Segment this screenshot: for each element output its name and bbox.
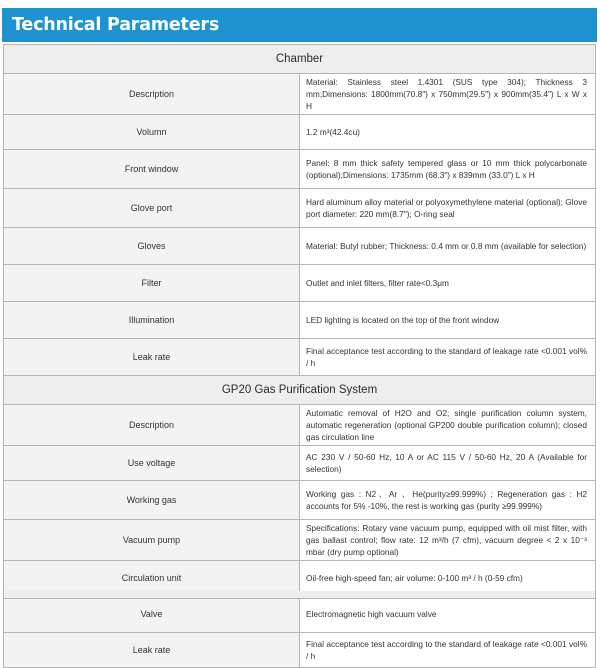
row-label: Gloves: [4, 228, 300, 265]
table-row: [4, 339, 596, 376]
row-value: Working gas : N2、Ar 、He(purity≥99.999%) ; Regeneration gas : H2 accounts for 5% -10%, the rest is working gas (purity ≥99.999%): [300, 481, 596, 520]
row-label: Filter: [4, 265, 300, 302]
table-row: [4, 228, 596, 265]
row-label: Description: [4, 74, 300, 115]
row-value: Automatic removal of H2O and O2; single purification column system, automatic regeneration (optional GP200 double purification column); closed gas circulation line: [300, 405, 596, 446]
row-label: Illumination: [4, 302, 300, 339]
section-header-chamber: [4, 45, 596, 74]
row-label: Front window: [4, 150, 300, 189]
table-row: [4, 633, 596, 668]
table-row: [4, 520, 596, 561]
table-row: [4, 405, 596, 446]
table-row: [4, 115, 596, 150]
row-label: Valve: [4, 596, 300, 633]
row-value: Panel: 8 mm thick safety tempered glass or 10 mm thick polycarbonate (optional);Dimensions: 1735mm (68.3") x 839mm (33.0") L x H: [300, 150, 596, 189]
table-row: [4, 74, 596, 115]
section-header-purification: [4, 376, 596, 405]
row-label: Circulation unit: [4, 561, 300, 596]
row-value: Final acceptance test according to the standard of leakage rate <0.001 vol% / h: [300, 633, 596, 668]
table-footer-strip: [3, 591, 596, 599]
row-label: Glove port: [4, 189, 300, 228]
row-value: Hard aluminum alloy material or polyoxymethylene material (optional); Glove port diameter: 220 mm(8.7"); O-ring seal: [300, 189, 596, 228]
technical-parameters-table: [3, 44, 596, 668]
row-value: 1.2 m³(42.4cu): [300, 115, 596, 150]
row-label: Use voltage: [4, 446, 300, 481]
table-row: [4, 596, 596, 633]
table-row: [4, 189, 596, 228]
row-value: AC 230 V / 50-60 Hz, 10 A or AC 115 V / 50-60 Hz, 20 A (Available for selection): [300, 446, 596, 481]
row-value: Specifications: Rotary vane vacuum pump, equipped with oil mist filter, with gas ballast control; flow rate: 12 m³/h (7 cfm), vacuum degree < 2 x 10⁻³ mbar (dry pump optional): [300, 520, 596, 561]
row-label: Description: [4, 405, 300, 446]
row-value: Final acceptance test according to the standard of leakage rate <0.001 vol% / h: [300, 339, 596, 376]
table-row: [4, 150, 596, 189]
row-label: Leak rate: [4, 339, 300, 376]
row-value: Electromagnetic high vacuum valve: [300, 596, 596, 633]
table-row: [4, 265, 596, 302]
section-title: Chamber: [4, 45, 596, 74]
table-row: [4, 302, 596, 339]
section-title: GP20 Gas Purification System: [4, 376, 596, 405]
table-row: [4, 481, 596, 520]
row-value: Outlet and inlet filters, filter rate<0.3μm: [300, 265, 596, 302]
row-value: Material: Butyl rubber; Thickness: 0.4 mm or 0.8 mm (available for selection): [300, 228, 596, 265]
row-value: Material: Stainless steel 1.4301 (SUS type 304); Thickness 3 mm;Dimensions: 1800mm(70.8") x 750mm(29.5") x 900mm(35.4") L x W x H: [300, 74, 596, 115]
row-label: Leak rate: [4, 633, 300, 668]
page-title: Technical Parameters: [2, 8, 597, 42]
row-label: Volumn: [4, 115, 300, 150]
row-value: LED lighting is located on the top of the front window: [300, 302, 596, 339]
row-label: Working gas: [4, 481, 300, 520]
table-row: [4, 446, 596, 481]
row-label: Vacuum pump: [4, 520, 300, 561]
row-value: Oil-free high-speed fan; air volume: 0-100 m³ / h (0-59 cfm): [300, 561, 596, 596]
